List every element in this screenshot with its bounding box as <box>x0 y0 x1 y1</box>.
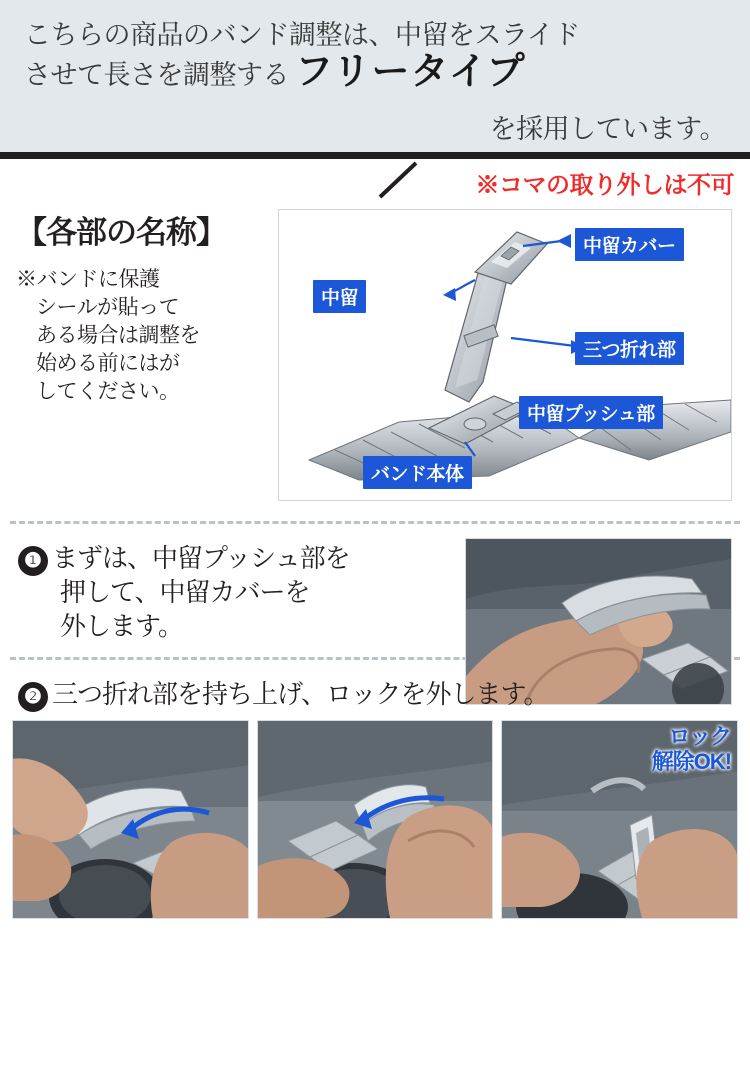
label-push: 中留プッシュ部 <box>519 396 663 429</box>
label-nakadome-cover: 中留カバー <box>575 228 684 261</box>
step-1-line-1: まずは、中留プッシュ部を <box>52 543 350 573</box>
photo-lock-ok <box>501 720 738 919</box>
slash-icon <box>378 161 418 199</box>
step-1 <box>0 528 750 653</box>
step-1-line-2: 押して、中留カバーを <box>60 576 310 607</box>
header-line-3: を採用しています。 <box>489 113 726 144</box>
step-2-number: ❷ <box>18 682 48 712</box>
label-nakadome: 中留 <box>313 280 366 313</box>
tri-fold-arm <box>445 262 511 402</box>
separator-1 <box>10 521 740 524</box>
step-1-number: ❶ <box>18 546 48 576</box>
lock-release-ok-line-2: 解除OK! <box>651 748 732 774</box>
note-line-3: ある場合は調整を <box>36 323 200 347</box>
header-line-2-text: させて長さを調整する <box>24 60 289 90</box>
step-2-photo-row <box>0 712 750 919</box>
note-line-1: ※バンドに保護 <box>16 268 160 291</box>
note-line-2: シールが貼って <box>36 295 180 319</box>
step-2-heading <box>0 678 750 712</box>
label-mitsuore: 三つ折れ部 <box>575 332 684 365</box>
photo-lift-clasp-1 <box>13 721 249 918</box>
lock-release-ok-line-1: ロック <box>668 724 732 750</box>
step-2-text: 三つ折れ部を持ち上げ、ロックを外します。 <box>52 679 549 710</box>
header-emphasis: フリータイプ <box>295 50 526 93</box>
header-line-1: こちらの商品のバンド調整は、中留をスライド <box>24 20 580 50</box>
warning-text: ※コマの取り外しは不可 <box>475 172 734 199</box>
photo-lift-2 <box>257 720 494 919</box>
label-band-body: バンド本体 <box>363 456 472 489</box>
photo-lift-1 <box>12 720 249 919</box>
step-2 <box>0 664 750 919</box>
step-1-line-3: 外します。 <box>60 610 183 641</box>
warning-row <box>0 159 750 201</box>
photo-lift-clasp-2 <box>258 721 494 918</box>
header-divider <box>0 152 750 159</box>
parts-names-section <box>0 201 750 517</box>
header-line-2 <box>24 50 726 93</box>
page-title: 【各部の名称】 <box>16 215 226 250</box>
note-line-5: してください。 <box>36 379 180 403</box>
header-banner <box>0 0 750 152</box>
lock-release-ok-label <box>652 725 731 773</box>
protection-seal-note <box>16 266 266 406</box>
parts-diagram <box>278 209 732 501</box>
note-line-4: 始める前にはが <box>36 351 180 375</box>
step-1-text <box>52 542 350 643</box>
clasp-cover <box>475 232 547 284</box>
